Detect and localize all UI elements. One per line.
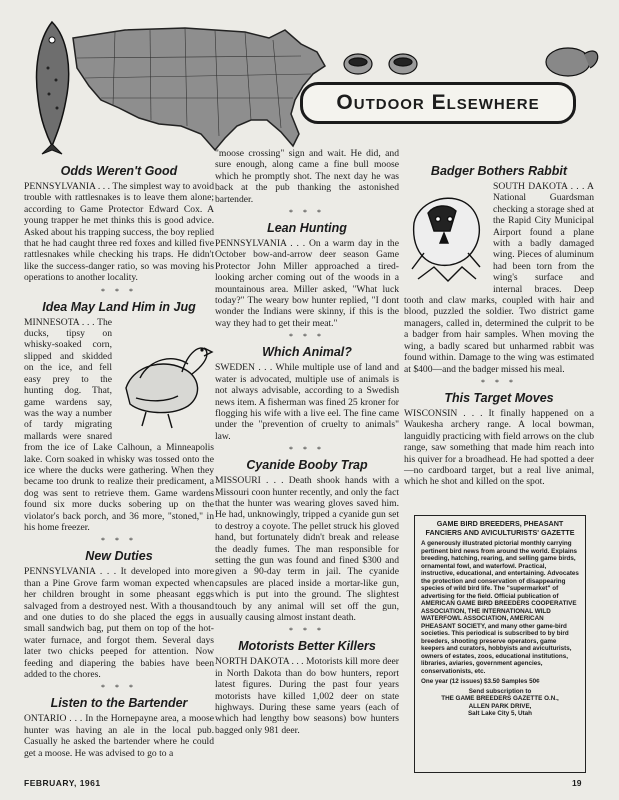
badger-icon: [404, 183, 489, 288]
article-title: Idea May Land Him in Jug: [42, 299, 196, 314]
separator: * * *: [481, 377, 517, 387]
separator: * * *: [289, 332, 325, 342]
article-body: SOUTH DAKOTA . . . A National Guardsman checking a storage shed at the Rapid City Municipal Airport found a plane with a badly damaged wing. Pieces of aluminum had been torn from the wing's surface and internal braces. Deep tooth and claw marks, coupled with hair and blood, puzzled the soldier. Two district game managers, called in, determined the culprit to be a badger from hair samples. When moving the wing, a badly scared but unharmed rabbit was found within. Damage to the wing was estimated at $400—and the badger missed his meal.: [404, 181, 594, 375]
gazette-advertisement: [414, 515, 586, 773]
article-body: PENNSYLVANIA . . . The simplest way to avoid trouble with rattlesnakes is to leave them alone; according to Game Protector Edward Cox. A young trapper he met thinks this is good advice. Asked about his trapping success, the boy replied that he had caught three red foxes and killed five rattlesnakes while checking his traps. He didn't like the success-danger ratio, so was moving his operations to another locality.: [24, 181, 214, 284]
separator: * * *: [289, 626, 325, 636]
ad-send-label: Send subscription to: [468, 687, 532, 695]
article-title: Motorists Better Killers: [238, 639, 376, 654]
ad-body: A generously illustrated pictorial monthly carrying pertinent bird news from around the world. Explains breeding, hatching, rearing, and selling game birds, ornamental fowl, and waterfowl. Practical, instructive, educational, and entertaining. Advocates the protection and conservation of disappearing species of wild bird life. The "supermarket" of advertising for the field. Official publication of AMERICAN GAME BIRD BREEDERS COOPERATIVE ASSOCIATION, THE INTERNATIONAL WILD WATERFOWL ASSOCIATION, AMERICAN PHEASANT SOCIETY, and many other game-bird societies. This periodical is subscribed to by bird breeders, shooting preserve operators, game keepers and curators, hobbyists and aviculturists, owners of estates, zoos, educational institutions, libraries, aviaries, government agencies, conservationists, etc.: [421, 540, 579, 675]
ad-organization: THE GAME BREEDERS GAZETTE O.N.,: [441, 695, 559, 703]
article-title: Odds Weren't Good: [60, 164, 178, 178]
ad-address-line-1: ALLEN PARK DRIVE,: [468, 702, 532, 710]
article-body: SWEDEN . . . While multiple use of land and water is advocated, multiple use of animals is not always advisable, according to a Swedish news item. A fisherman was fined 25 kroner for flogging his wife with a live eel. The fine came under the "prevention of cruelty to animals" law.: [215, 362, 399, 442]
article-title: Lean Hunting: [267, 221, 347, 236]
column-1: [24, 160, 214, 759]
article-title: Badger Bothers Rabbit: [430, 164, 568, 178]
separator: * * *: [289, 208, 325, 218]
article-body: WISCONSIN . . . It finally happened on a Waukesha archery range. A local bowman, languidly practicing with field arrows on the club range, saw something that made him reach into his quiver for a broadhead. He had spotted a deer—no cardboard target, but a real live animal, which he shot and killed on the spot.: [404, 407, 594, 488]
ad-address-line-2: Salt Lake City 5, Utah: [467, 710, 533, 718]
section-banner: Outdoor Elsewhere: [300, 82, 576, 124]
article-title: Which Animal?: [262, 345, 352, 360]
article-body: MINNESOTA . . . The ducks, tipsy on whisky-soaked corn, slipped and skidded on the ice, and fell easy prey to the hunting dog. That, game wardens say, was the way a number of tardy migrating mallards were snared from the ice of Lake Calhoun, a Minneapolis lake. Corn soaked in whisky was tossed onto the ice where the ducks were gathering. When they became too drunk to realize their predicament, a dog was sent to retrieve them. Game wardens found six more ducks sobering up on the violator's back porch, and 36 more, "stoned," in his home freezer.: [24, 316, 214, 533]
column-2: [215, 148, 399, 736]
article-body: PENNSYLVANIA . . . On a warm day in the October bow-and-arrow deer season Game Protector John Miller approached a tired-looking archer coming out of the woods in a mountainous area. Miller asked, "What luck today?" The weary bow hunter replied, "I dont wonder the Indians were skinny, if this is the way they had to get their meat.": [215, 238, 399, 329]
article-title: This Target Moves: [444, 390, 554, 405]
separator: * * *: [101, 683, 137, 693]
article-title: Listen to the Bartender: [50, 696, 188, 711]
critters-icon: [338, 40, 603, 80]
ad-price: One year (12 issues) $3.50 Samples 50¢: [421, 678, 540, 686]
column-3: [404, 160, 594, 488]
fish-icon: [22, 18, 82, 156]
separator: * * *: [289, 445, 325, 455]
page-number: 19: [572, 778, 582, 788]
article-body: PENNSYLVANIA . . . It developed into more than a Pine Grove farm woman expected when her children brought in some pheasant eggs salvaged from a destroyed nest. With a thousand and one duties to do she placed the eggs in a small sandwich bag, put them on top of the hot-water furnace, and forgot them. Several days later two chicks peeped for attention. Now feeding and diapering the babies have been added to the chores.: [24, 566, 214, 681]
separator: * * *: [101, 536, 137, 546]
separator: * * *: [101, 286, 137, 296]
issue-date: FEBRUARY, 1961: [24, 778, 101, 788]
article-body: MISSOURI . . . Death shook hands with a Missouri coon hunter recently, and only the fact that the hunter was wearing gloves saved him. He had, unknowingly, tripped a cyanide gun set to destroy a coyote. The pellet struck his gloved hand, but fortunately didn't break and release the deadly fumes. The man responsible for setting the gun was found and fined $300 and given a 90-day term in jail. The cyanide capsules are placed inside a mortar-like gun, which is put into the ground. The slightest touch by any animal will set off the gun, usually causing almost instant death.: [215, 475, 399, 623]
duck-icon: [116, 318, 214, 430]
ad-title: GAME BIRD BREEDERS, PHEASANT FANCIERS AND AVICULTURISTS' GAZETTE: [425, 519, 575, 537]
article-body: NORTH DAKOTA . . . Motorists kill more deer in North Dakota than do bow hunters, report latest figures. During the past four years motorists have killed 1,002 deer on state highways. During these same years (each of which had lengthy bow seasons) bow hunters bagged only 981 deer.: [215, 656, 399, 736]
article-title: Cyanide Booby Trap: [246, 458, 368, 473]
us-map-icon: [55, 8, 340, 158]
article-body: ONTARIO . . . In the Hornepayne area, a moose hunter was having an ale in the local pub. Casually he asked the bartender where he could get a moose. He was advised to go to a: [24, 713, 214, 759]
article-body-continued: "moose crossing" sign and wait. He did, and sure enough, along came a fine bull moose which he promptly shot. The next day he was back at the pub thanking the astonished bartender.: [215, 148, 399, 205]
article-title: New Duties: [85, 549, 153, 564]
